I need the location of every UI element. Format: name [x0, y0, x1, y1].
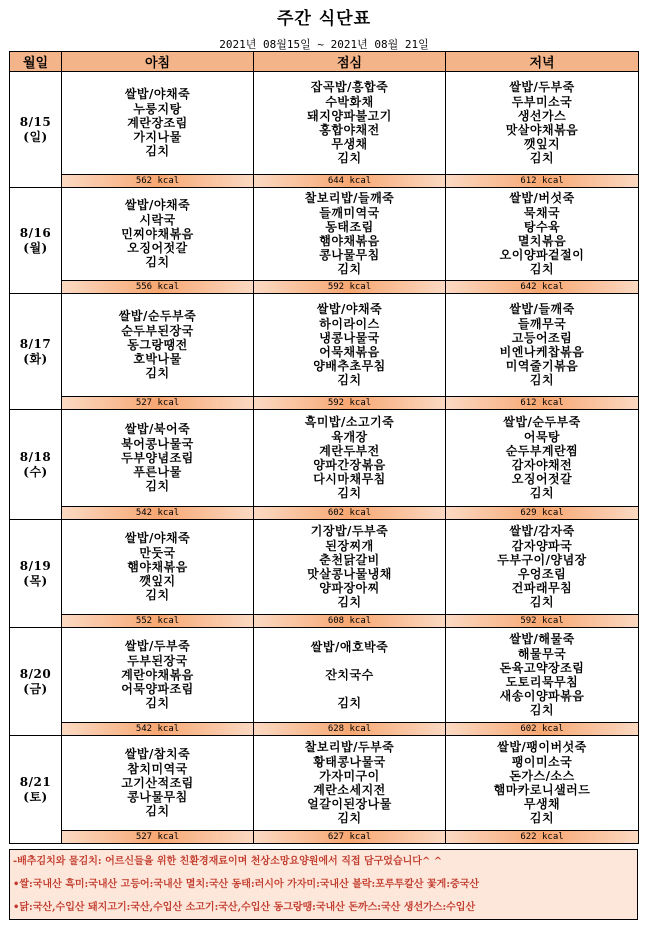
kcal-cell: 552 kcal — [62, 615, 254, 628]
menu-item: 쌀밥/참치죽 — [124, 747, 191, 762]
breakfast-cell — [62, 410, 254, 507]
menu-item: 묵채국 — [523, 205, 561, 220]
menu-item: 김치 — [529, 595, 555, 610]
kcal-cell: 542 kcal — [62, 723, 254, 736]
kcal-cell: 602 kcal — [254, 507, 446, 520]
day-date: 8/21 — [19, 775, 52, 790]
menu-item: 순두부된장국 — [121, 323, 194, 338]
kcal-cell: 527 kcal — [62, 831, 254, 844]
header-breakfast: 아침 — [62, 52, 254, 72]
menu-item: 햄야채볶음 — [319, 234, 380, 248]
menu-item: 수박화채 — [325, 94, 374, 109]
menu-item: 쌀밥/순두부죽 — [118, 309, 197, 324]
day-date: 8/17 — [19, 337, 52, 352]
menu-item: 쌀밥/들깨죽 — [509, 302, 575, 317]
dinner-cell — [446, 410, 639, 507]
menu-item: 고등어조림 — [511, 330, 573, 345]
day-row — [10, 628, 639, 723]
menu-item: 쌀밥/애호박죽 — [310, 639, 389, 654]
menu-item: 김치 — [145, 366, 170, 381]
kcal-cell: 562 kcal — [62, 175, 254, 188]
lunch-cell — [254, 188, 446, 281]
menu-item: 쌀밥/야채죽 — [316, 302, 383, 317]
menu-item: 가지나물 — [133, 130, 182, 145]
lunch-cell — [254, 628, 446, 723]
menu-item: 맛살콩나물냉채 — [307, 567, 392, 581]
kcal-cell: 542 kcal — [62, 507, 254, 520]
menu-item: 멸치볶음 — [517, 234, 567, 248]
breakfast-cell — [62, 72, 254, 175]
menu-item: 양파장아찌 — [319, 581, 380, 596]
kcal-cell: 628 kcal — [254, 723, 446, 736]
menu-item: 팽이미소국 — [511, 754, 573, 769]
menu-item: 김치 — [145, 144, 170, 159]
kcal-cell: 627 kcal — [254, 831, 446, 844]
menu-item: 오이양파겉절이 — [499, 248, 585, 263]
menu-item: 우엉조림 — [517, 567, 567, 581]
kcal-cell: 629 kcal — [446, 507, 639, 520]
menu-item: 들깨미역국 — [319, 205, 380, 220]
menu-item: 미역줄기볶음 — [505, 359, 579, 374]
menu-item: 얼갈이된장나물 — [307, 797, 392, 812]
menu-item: 잔치국수 — [325, 667, 374, 682]
kcal-cell: 527 kcal — [62, 397, 254, 410]
day-cell — [10, 72, 62, 188]
menu-item: 김치 — [337, 262, 362, 277]
date-range: 2021년 08월15일 ~ 2021년 08월 21일 — [219, 38, 429, 51]
menu-item: 가자미구이 — [319, 768, 380, 783]
menu-item: 무생채 — [331, 137, 368, 152]
day-cell — [10, 188, 62, 294]
lunch-cell — [254, 520, 446, 615]
menu-item: 양배추초무침 — [313, 359, 386, 374]
menu-item: 시락국 — [139, 212, 176, 227]
dinner-cell — [446, 628, 639, 723]
menu-item: 두부미소국 — [511, 94, 573, 109]
kcal-cell: 556 kcal — [62, 281, 254, 294]
menu-item: 계란소세지전 — [313, 783, 386, 797]
menu-item: 새송이양파볶음 — [499, 689, 585, 704]
menu-item — [254, 654, 445, 668]
day-date: 8/16 — [19, 226, 52, 241]
kcal-row — [10, 831, 639, 844]
breakfast-cell — [62, 520, 254, 615]
notes-box — [9, 849, 638, 920]
day-cell — [10, 410, 62, 520]
note-line: -배추김치와 물김치: 어르신들을 위한 친환경재료이며 천상소망요양원에서 직접 담구었습니다^ ^ — [13, 856, 443, 867]
kcal-cell: 612 kcal — [446, 175, 639, 188]
menu-item: 계란야채볶음 — [121, 667, 194, 682]
menu-item: 쌀밥/야채죽 — [124, 531, 191, 546]
menu-item: 쌀밥/팽이버섯죽 — [497, 740, 587, 755]
menu-item: 햄마카로니샐러드 — [493, 783, 591, 797]
kcal-cell: 622 kcal — [446, 831, 639, 844]
menu-item: 다시마채무침 — [313, 472, 386, 487]
menu-item: 햄야채볶음 — [127, 559, 188, 574]
day-row — [10, 72, 639, 175]
day-of-week: (월) — [23, 240, 48, 255]
menu-item: 콩나물무침 — [127, 790, 188, 805]
lunch-cell — [254, 410, 446, 507]
menu-item: 들깨무국 — [517, 316, 567, 331]
header-row — [10, 52, 639, 72]
menu-item: 김치 — [337, 151, 362, 166]
menu-item: 쌀밥/감자죽 — [509, 524, 575, 539]
lunch-cell — [254, 294, 446, 397]
menu-item: 김치 — [529, 811, 555, 826]
kcal-cell: 612 kcal — [446, 397, 639, 410]
day-of-week: (금) — [23, 681, 48, 696]
day-cell — [10, 736, 62, 844]
dinner-cell — [446, 736, 639, 831]
kcal-row — [10, 397, 639, 410]
page-title: 주간 식단표 — [276, 9, 372, 29]
day-date: 8/20 — [19, 667, 52, 682]
kcal-cell: 642 kcal — [446, 281, 639, 294]
menu-item: 쌀밥/두부죽 — [509, 80, 575, 95]
menu-item: 두부양념조림 — [121, 450, 194, 465]
menu-item: 생선가스 — [517, 108, 567, 123]
menu-item: 계란장조림 — [127, 115, 188, 130]
day-date: 8/18 — [19, 450, 52, 465]
menu-item: 김치 — [145, 696, 170, 711]
menu-item: 무생채 — [523, 797, 561, 812]
day-cell — [10, 294, 62, 410]
menu-item: 찰보리밥/들깨죽 — [304, 191, 395, 206]
breakfast-cell — [62, 294, 254, 397]
header-day: 월일 — [10, 52, 62, 72]
menu-item: 쌀밥/북어죽 — [124, 422, 191, 437]
menu-item: 김치 — [529, 373, 555, 388]
menu-item: 양파간장볶음 — [313, 458, 386, 472]
menu-item: 도토리묵무침 — [505, 675, 579, 689]
menu-item: 김치 — [529, 262, 555, 277]
menu-item: 오징어젓갈 — [127, 241, 188, 256]
dinner-cell — [446, 72, 639, 175]
day-row — [10, 294, 639, 397]
menu-item: 하이라이스 — [319, 316, 380, 331]
menu-item: 김치 — [145, 588, 170, 603]
menu-item: 어묵채볶음 — [319, 345, 380, 359]
kcal-row — [10, 281, 639, 294]
note-line: •닭:국산,수입산 돼지고기:국산,수입산 소고기:국산,수입산 동그랑땡:국내산 돈까스:국산 생선가스:수입산 — [13, 902, 476, 913]
kcal-row — [10, 175, 639, 188]
meal-table-body — [10, 72, 639, 844]
menu-item: 김치 — [337, 486, 362, 501]
kcal-row — [10, 507, 639, 520]
menu-item: 만둣국 — [139, 545, 176, 560]
menu-item: 민찌야채볶음 — [121, 226, 194, 241]
menu-item: 쌀밥/야채죽 — [124, 87, 191, 102]
day-of-week: (토) — [23, 789, 48, 804]
kcal-cell: 592 kcal — [254, 397, 446, 410]
kcal-row — [10, 615, 639, 628]
lunch-cell — [254, 72, 446, 175]
menu-item: 김치 — [529, 486, 555, 501]
menu-item: 잡곡밥/흥합죽 — [310, 80, 389, 95]
menu-item: 비엔나케찹볶음 — [499, 345, 585, 359]
menu-item: 푸른나물 — [133, 465, 182, 480]
menu-item: 춘천닭갈비 — [319, 552, 380, 567]
dinner-cell — [446, 520, 639, 615]
day-row — [10, 410, 639, 507]
menu-item: 홍합야채전 — [319, 123, 380, 137]
menu-item: 어묵양파조림 — [121, 682, 194, 697]
menu-item: 오징어젓갈 — [511, 472, 573, 487]
menu-item: 김치 — [145, 804, 170, 819]
kcal-cell: 602 kcal — [446, 723, 639, 736]
menu-item: 깻잎지 — [523, 137, 561, 152]
menu-item: 깻잎지 — [139, 574, 176, 589]
menu-item: 육개장 — [331, 429, 368, 444]
menu-item: 참치미역국 — [127, 761, 188, 776]
menu-item: 쌀밥/두부죽 — [124, 639, 191, 654]
menu-item: 찰보리밥/두부죽 — [304, 740, 395, 755]
header-dinner: 저녁 — [446, 52, 639, 72]
day-row — [10, 188, 639, 281]
menu-item: 김치 — [337, 696, 362, 711]
menu-item — [254, 682, 445, 696]
menu-item: 김치 — [529, 151, 555, 166]
day-cell — [10, 628, 62, 736]
menu-item: 기장밥/두부죽 — [310, 524, 389, 539]
menu-item: 두부된장국 — [127, 653, 188, 668]
menu-item: 동그랑땡전 — [127, 337, 188, 352]
day-date: 8/19 — [19, 559, 52, 574]
day-row — [10, 736, 639, 831]
day-of-week: (목) — [23, 573, 48, 588]
menu-item: 맛살야채볶음 — [505, 123, 579, 137]
menu-item: 호박나물 — [133, 352, 182, 367]
breakfast-cell — [62, 736, 254, 831]
menu-item: 냉콩나물국 — [319, 330, 380, 345]
note-line: •쌀:국내산 흑미:국내산 고등어:국내산 멸치:국산 동태:러시아 가자미:국내산 볼락:포루투칼산 꽃게:중국산 — [13, 879, 480, 890]
menu-item: 콩나물무침 — [319, 248, 380, 263]
menu-item: 김치 — [145, 255, 170, 270]
menu-item: 순두부계란찜 — [505, 443, 579, 458]
day-cell — [10, 520, 62, 628]
kcal-row — [10, 723, 639, 736]
dinner-cell — [446, 188, 639, 281]
menu-item: 흑미밥/소고기죽 — [304, 415, 395, 430]
day-of-week: (수) — [23, 464, 48, 479]
menu-item: 김치 — [337, 373, 362, 388]
menu-item: 돼지양파불고기 — [307, 108, 392, 123]
kcal-cell: 592 kcal — [446, 615, 639, 628]
menu-item: 계란두부전 — [319, 443, 380, 458]
menu-item: 동태조림 — [325, 219, 374, 234]
day-of-week: (일) — [23, 129, 48, 144]
dinner-cell — [446, 294, 639, 397]
day-row — [10, 520, 639, 615]
day-date: 8/15 — [19, 115, 52, 130]
lunch-cell — [254, 736, 446, 831]
kcal-cell: 644 kcal — [254, 175, 446, 188]
menu-item: 어묵탕 — [523, 429, 561, 444]
menu-item: 감자야채전 — [511, 458, 573, 472]
menu-item: 쌀밥/해물죽 — [509, 632, 575, 647]
menu-item: 쌀밥/야채죽 — [124, 198, 191, 213]
menu-item: 김치 — [145, 479, 170, 494]
day-of-week: (화) — [23, 351, 48, 366]
menu-item: 김치 — [337, 811, 362, 826]
header-lunch: 점심 — [254, 52, 446, 72]
menu-item: 누룽지탕 — [133, 101, 182, 116]
menu-item: 황태콩나물국 — [313, 754, 386, 769]
menu-item: 감자양파국 — [511, 538, 573, 553]
menu-item: 해물무국 — [517, 646, 567, 661]
menu-item: 북어콩나물국 — [121, 436, 194, 451]
menu-item: 김치 — [337, 595, 362, 610]
menu-item: 돈가스/소스 — [509, 768, 575, 783]
menu-item: 돈육고약장조림 — [499, 660, 585, 675]
meal-table — [9, 51, 639, 844]
menu-item: 고기산적조림 — [121, 775, 194, 790]
breakfast-cell — [62, 628, 254, 723]
menu-item: 건파래무침 — [511, 581, 573, 596]
menu-item: 탕수육 — [523, 219, 561, 234]
menu-item: 김치 — [529, 703, 555, 718]
kcal-cell: 592 kcal — [254, 281, 446, 294]
menu-item: 된장찌개 — [325, 538, 374, 553]
kcal-cell: 608 kcal — [254, 615, 446, 628]
menu-item: 쌀밥/순두부죽 — [503, 415, 581, 430]
breakfast-cell — [62, 188, 254, 281]
menu-item: 두부구이/양념장 — [497, 552, 587, 567]
menu-item: 쌀밥/버섯죽 — [509, 191, 575, 206]
